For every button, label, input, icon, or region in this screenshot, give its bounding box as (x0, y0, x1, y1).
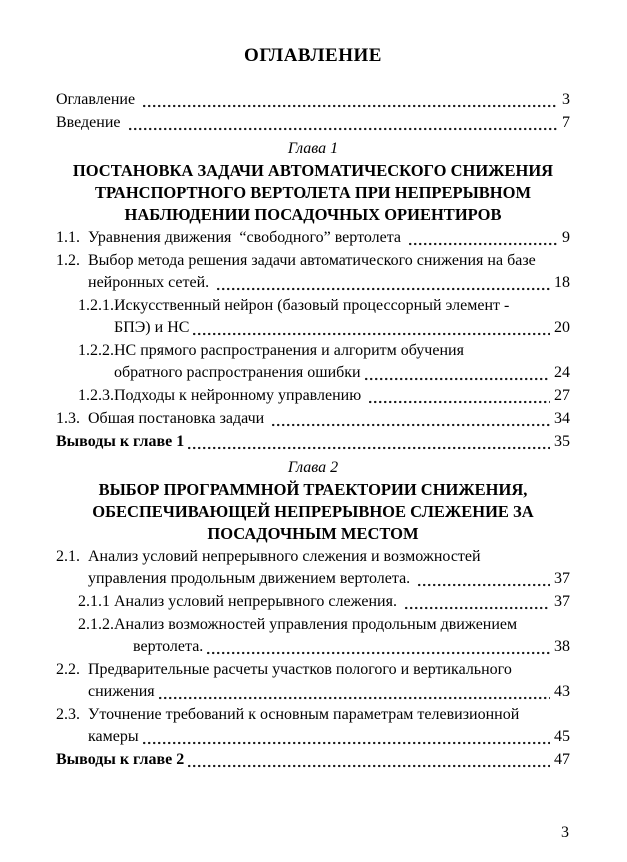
toc-page-number: 27 (554, 387, 570, 404)
chapter-label: Глава 2 (287, 459, 339, 476)
toc-page-number: 24 (554, 364, 570, 381)
toc-entry-text: Уточнение требований к основным параметрам телевизионной (88, 706, 520, 723)
toc-entry-line (56, 340, 570, 362)
toc-entry-text: НС прямого распространения и алгоритм обучения (114, 342, 464, 359)
toc-entry-line (56, 546, 570, 568)
dot-leader (143, 104, 558, 108)
toc-entry-text: снижения (88, 683, 155, 700)
toc-entry (56, 89, 570, 111)
toc-entry (56, 749, 570, 771)
toc-entry-line (56, 681, 570, 703)
toc-entry-number: 1.3. (56, 410, 80, 427)
toc-entry-text: Предварительные расчеты участков пологого и вертикального (88, 661, 512, 678)
toc (56, 89, 570, 771)
toc-entry (56, 340, 570, 384)
toc-entry (56, 112, 570, 134)
toc-entry-text: вертолета. (133, 638, 204, 655)
dot-leader (207, 651, 550, 655)
toc-entry (56, 614, 570, 658)
footer-page-number: 3 (561, 824, 569, 841)
toc-entry-text: камеры (88, 728, 139, 745)
toc-page-number: 45 (554, 728, 570, 745)
toc-entry-text: БПЭ) и НС (114, 319, 190, 336)
toc-entry-number: 2.1. (56, 548, 80, 565)
toc-entry-number: 1.1. (56, 229, 80, 246)
toc-entry-number: 2.2. (56, 661, 80, 678)
toc-entry-number: 1.2. (56, 252, 80, 269)
toc-entry (56, 250, 570, 294)
dot-leader (217, 287, 550, 291)
dot-leader (418, 583, 550, 587)
toc-entry-line (56, 112, 570, 134)
toc-entry (56, 659, 570, 703)
chapter-title (56, 479, 570, 545)
toc-entry-number: 1.2.2. (78, 342, 114, 359)
toc-entry-line (56, 659, 570, 681)
toc-page-number: 7 (562, 114, 570, 131)
toc-entry-line (56, 250, 570, 272)
toc-entry-text: управления продольным движением вертолета. (88, 570, 415, 587)
toc-entry-number: 1.2.3. (78, 387, 114, 404)
dot-leader (193, 332, 550, 336)
toc-page-number: 34 (554, 410, 570, 427)
chapter-title-line: ПОСАДОЧНЫМ МЕСТОМ (207, 524, 419, 543)
dot-leader (129, 127, 559, 131)
toc-page-number: 47 (554, 751, 570, 768)
toc-entry-text: Анализ условий непрерывного слежения и возможностей (88, 548, 481, 565)
toc-entry-text: Выбор метода решения задачи автоматического снижения на базе (88, 252, 536, 269)
toc-page-number: 9 (562, 229, 570, 246)
chapter-title-line: ОБЕСПЕЧИВАЮЩЕЙ НЕПРЕРЫВНОЕ СЛЕЖЕНИЕ ЗА (92, 502, 534, 521)
dot-leader (405, 606, 550, 610)
dot-leader (272, 423, 550, 427)
dot-leader (369, 400, 550, 404)
toc-entry-text: Введение (56, 114, 125, 131)
dot-leader (188, 764, 550, 768)
toc-page-number: 37 (554, 570, 570, 587)
toc-entry-line (56, 227, 570, 249)
toc-entry-line (56, 89, 570, 111)
toc-entry-line (56, 385, 570, 407)
toc-page-number: 35 (554, 433, 570, 450)
dot-leader (188, 446, 550, 450)
toc-entry-text: Оглавление (56, 91, 140, 108)
chapter-title-line: ВЫБОР ПРОГРАММНОЙ ТРАЕКТОРИИ СНИЖЕНИЯ, (98, 480, 528, 499)
toc-entry (56, 227, 570, 249)
toc-page-number: 20 (554, 319, 570, 336)
toc-entry (56, 546, 570, 590)
toc-entry (56, 385, 570, 407)
toc-entry-text: Уравнения движения “свободного” вертолета (88, 229, 406, 246)
dot-leader (365, 377, 550, 381)
dot-leader (409, 242, 558, 246)
toc-entry (56, 431, 570, 453)
toc-entry (56, 704, 570, 748)
toc-entry-line (56, 408, 570, 430)
toc-entry-number: 2.1.1 (78, 593, 110, 610)
toc-entry (56, 295, 570, 339)
toc-entry-number: 2.3. (56, 706, 80, 723)
toc-entry-text: Выводы к главе 1 (56, 433, 185, 450)
toc-entry-text: Обшая постановка задачи (88, 410, 269, 427)
chapter-title-line: ТРАНСПОРТНОГО ВЕРТОЛЕТА ПРИ НЕПРЕРЫВНОМ (94, 183, 532, 202)
toc-entry-text: Анализ условий непрерывного слежения. (114, 593, 401, 610)
toc-entry-number: 1.2.1. (78, 297, 114, 314)
dot-leader (159, 696, 550, 700)
page-title: ОГЛАВЛЕНИЕ (244, 45, 382, 66)
toc-entry (56, 408, 570, 430)
toc-page-number: 18 (554, 274, 570, 291)
toc-entry-number: 2.1.2. (78, 616, 114, 633)
toc-entry-line (56, 749, 570, 771)
toc-entry-line (56, 704, 570, 726)
toc-page-number: 43 (554, 683, 570, 700)
toc-entry-text: обратного распространения ошибки (114, 364, 361, 381)
toc-entry-line (56, 726, 570, 748)
chapter-title-line: ПОСТАНОВКА ЗАДАЧИ АВТОМАТИЧЕСКОГО СНИЖЕНИЯ (72, 161, 554, 180)
toc-page-number: 38 (554, 638, 570, 655)
toc-entry-line (56, 295, 570, 317)
toc-entry-text: Искусственный нейрон (базовый процессорный элемент - (114, 297, 510, 314)
toc-entry-text: нейронных сетей. (88, 274, 214, 291)
toc-entry-text: Выводы к главе 2 (56, 751, 185, 768)
toc-page-number: 3 (562, 91, 570, 108)
toc-entry-line (56, 317, 570, 339)
chapter-title-line: НАБЛЮДЕНИИ ПОСАДОЧНЫХ ОРИЕНТИРОВ (124, 205, 502, 224)
toc-entry-line (56, 591, 570, 613)
toc-entry-line (56, 614, 570, 636)
chapter-label: Глава 1 (287, 140, 339, 157)
toc-entry (56, 591, 570, 613)
toc-entry-text: Анализ возможностей управления продольным движением (114, 616, 518, 633)
toc-page-number: 37 (554, 593, 570, 610)
toc-entry-line (56, 362, 570, 384)
toc-entry-line (56, 636, 570, 658)
toc-entry-text: Подходы к нейронному управлению (114, 387, 366, 404)
toc-entry-line (56, 568, 570, 590)
toc-entry-line (56, 272, 570, 294)
toc-entry-line (56, 431, 570, 453)
chapter-title (56, 160, 570, 226)
dot-leader (143, 741, 550, 745)
